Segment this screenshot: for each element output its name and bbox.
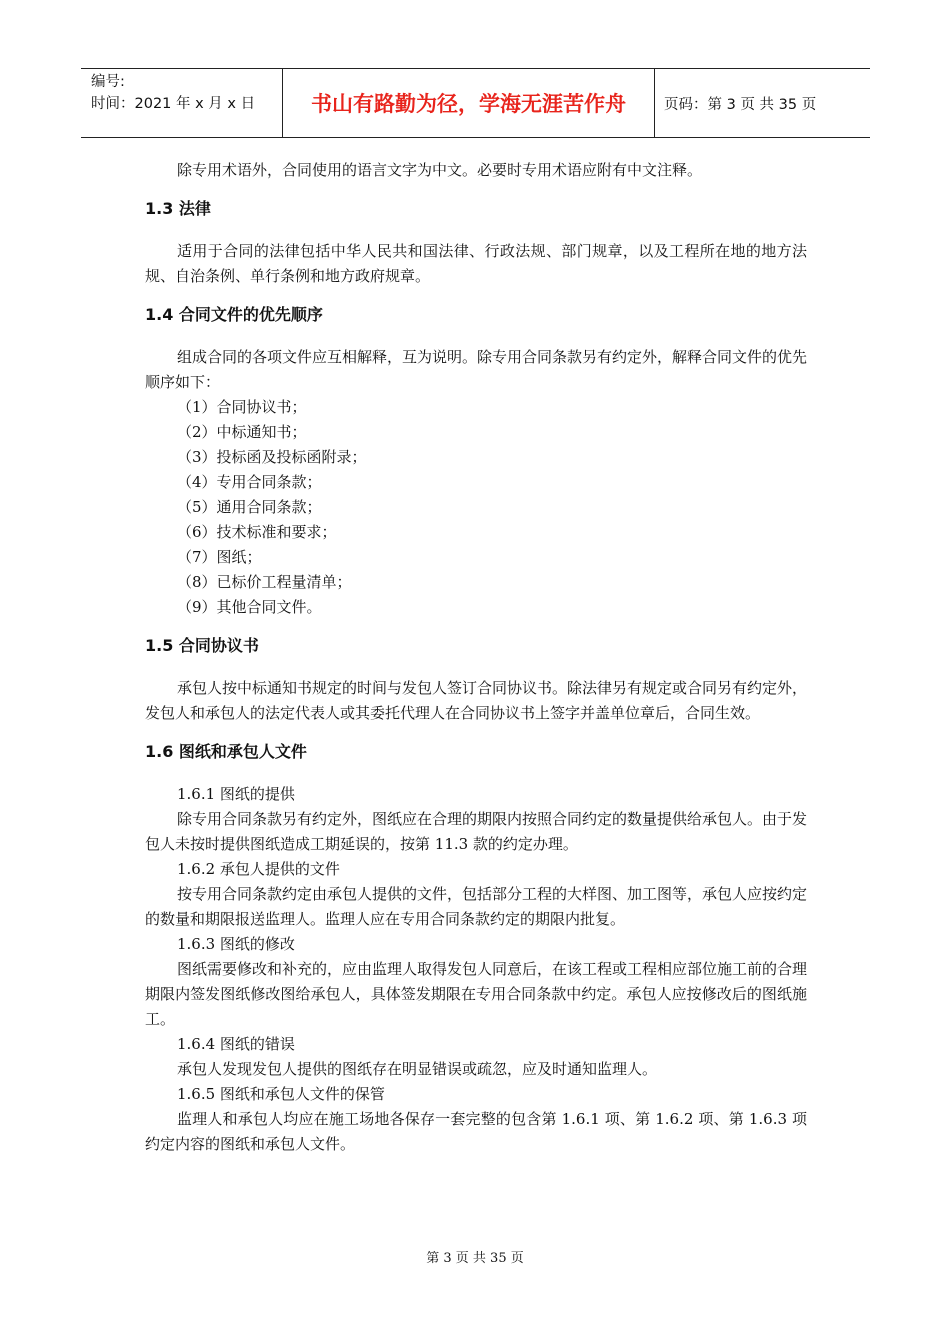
header-page-info: 页码：第 3 页 共 35 页: [664, 96, 817, 113]
paragraph-1-4: 组成合同的各项文件应互相解释，互为说明。除专用合同条款另有约定外，解释合同文件的优先顺序如下：: [145, 348, 808, 391]
heading-1-6: 1.6 图纸和承包人文件: [145, 742, 307, 761]
subheading-1-6-4: 1.6.4 图纸的错误: [177, 1035, 295, 1053]
paragraph-1-6-5: 监理人和承包人均应在施工场地各保存一套完整的包含第 1.6.1 项、第 1.6.2 项、第 1.6.3 项约定内容的图纸和承包人文件。: [145, 1110, 807, 1153]
page-header: [81, 68, 870, 138]
heading-1-5: 1.5 合同协议书: [145, 636, 259, 655]
paragraph-intro: 除专用术语外，合同使用的语言文字为中文。必要时专用术语应附有中文注释。: [177, 161, 703, 179]
document-body: [145, 158, 807, 1157]
list-item: （4）专用合同条款；: [177, 473, 322, 491]
number-label: 编号:: [91, 74, 125, 90]
heading-1-4: 1.4 合同文件的优先顺序: [145, 305, 323, 324]
list-item: （5）通用合同条款；: [177, 498, 322, 516]
list-item: （6）技术标准和要求；: [177, 523, 337, 541]
paragraph-1-3: 适用于合同的法律包括中华人民共和国法律、行政法规、部门规章，以及工程所在地的地方法规、自治条例、单行条例和地方政府规章。: [145, 242, 807, 285]
subheading-1-6-1: 1.6.1 图纸的提供: [177, 785, 295, 803]
list-item: （3）投标函及投标函附录；: [177, 448, 367, 466]
subheading-1-6-5: 1.6.5 图纸和承包人文件的保管: [177, 1085, 385, 1103]
paragraph-1-6-2: 按专用合同条款约定由承包人提供的文件，包括部分工程的大样图、加工图等，承包人应按约定的数量和期限报送监理人。监理人应在专用合同条款约定的期限内批复。: [145, 885, 808, 928]
subheading-1-6-2: 1.6.2 承包人提供的文件: [177, 860, 340, 878]
header-meta: [81, 69, 283, 137]
paragraph-1-6-3: 图纸需要修改和补充的，应由监理人取得发包人同意后，在该工程或工程相应部位施工前的合理期限内签发图纸修改图给承包人，具体签发期限在专用合同条款中约定。承包人应按修改后的图纸施工。: [145, 960, 808, 1028]
paragraph-1-5: 承包人按中标通知书规定的时间与发包人签订合同协议书。除法律另有规定或合同另有约定外，发包人和承包人的法定代表人或其委托代理人在合同协议书上签字并盖单位章后，合同生效。: [145, 679, 808, 722]
list-item: （1）合同协议书；: [177, 398, 307, 416]
subheading-1-6-3: 1.6.3 图纸的修改: [177, 935, 295, 953]
list-item: （9）其他合同文件。: [177, 598, 322, 616]
priority-list: [145, 395, 807, 620]
list-item: （7）图纸；: [177, 548, 262, 566]
list-item: （2）中标通知书；: [177, 423, 307, 441]
header-motto: 书山有路勤为径，学海无涯苦作舟: [283, 69, 655, 137]
paragraph-1-6-1: 除专用合同条款另有约定外，图纸应在合理的期限内按照合同约定的数量提供给承包人。由于发包人未按时提供图纸造成工期延误的，按第 11.3 款的约定办理。: [145, 810, 808, 853]
date-line: 时间：2021 年 x 月 x 日: [91, 96, 256, 112]
list-item: （8）已标价工程量清单；: [177, 573, 352, 591]
heading-1-3: 1.3 法律: [145, 199, 211, 218]
paragraph-1-6-4: 承包人发现发包人提供的图纸存在明显错误或疏忽，应及时通知监理人。: [177, 1060, 658, 1078]
page-footer: 第 3 页 共 35 页: [426, 1251, 524, 1266]
